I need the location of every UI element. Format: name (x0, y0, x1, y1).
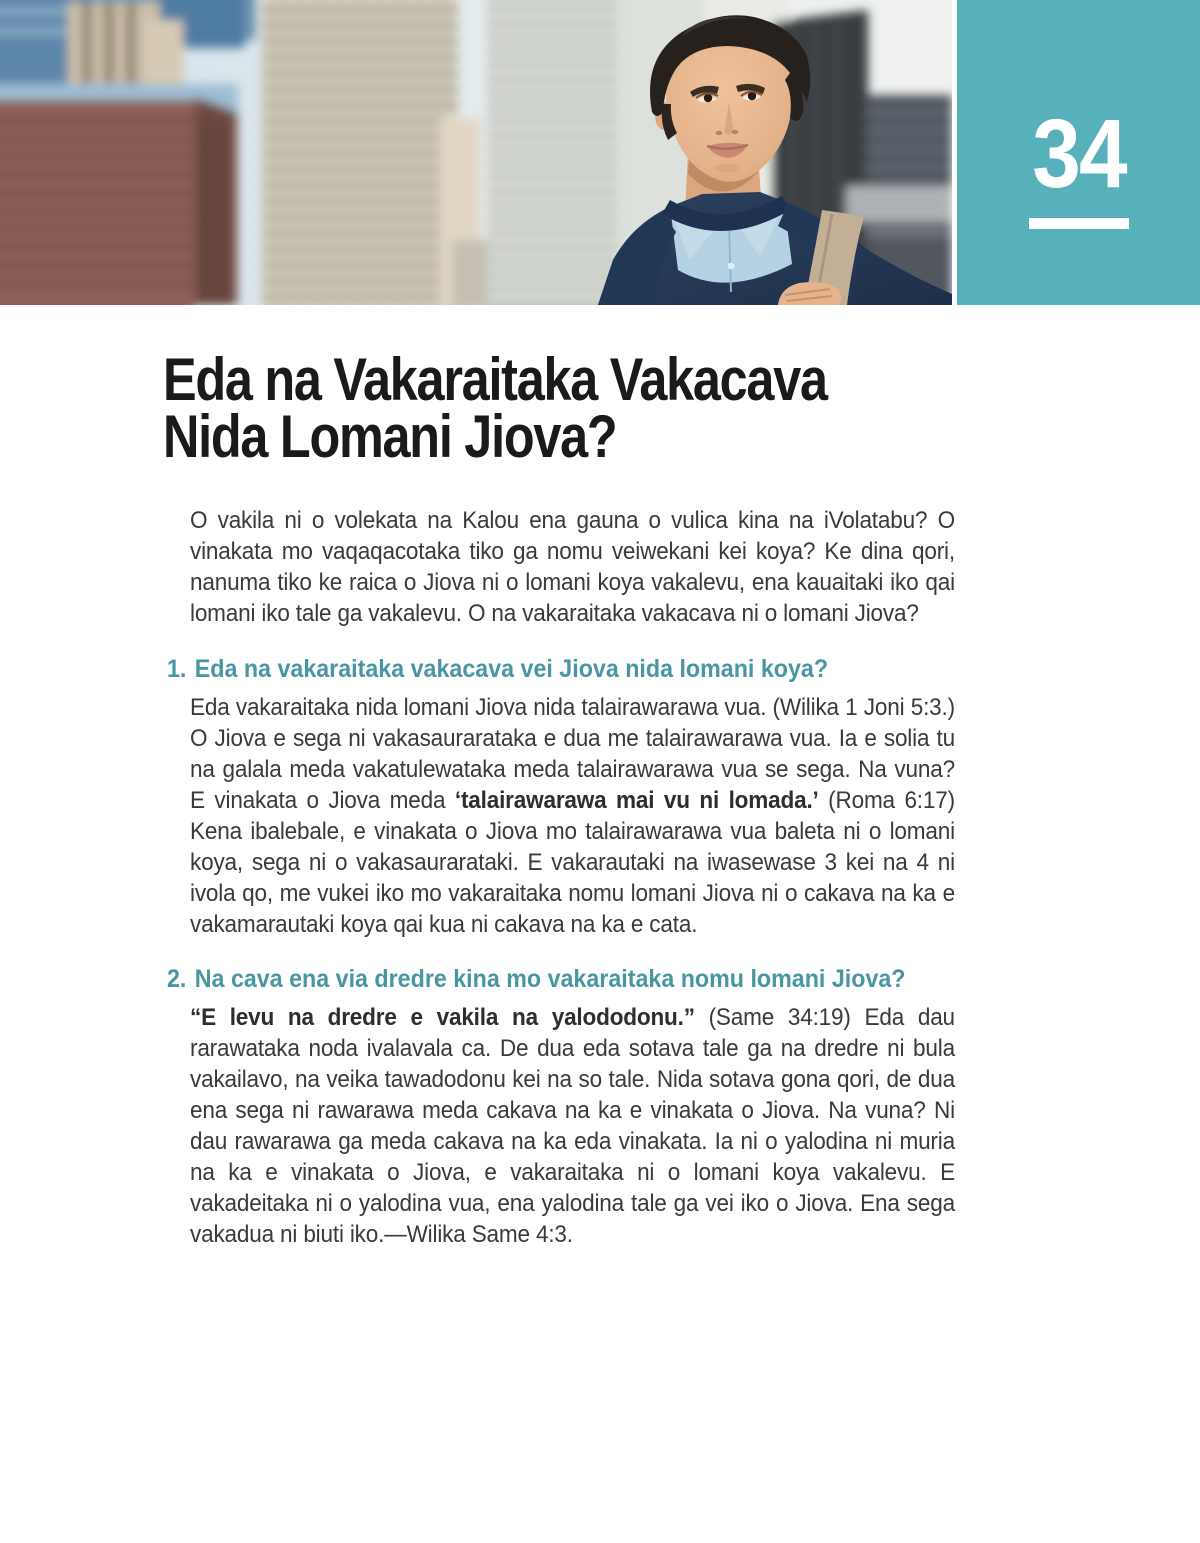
paragraph-text: (Roma 6:17) Kena ibalebale, e vinakata o Jiova mo talairawarawa vua baleta ni o lomani koya, sega ni o vakasaurarataki. E vakarautaki na iwasewase 3 kei na 4 ni ivola qo, me vukei iko mo vakaraitaka nomu lomani Jiova ni o cakava na ka e vakamarautaki koya qai kua ni cakava na ka e cata. (190, 786, 955, 938)
section-heading-text: Na cava ena via dredre kina mo vakaraitaka nomu lomani Jiova? (194, 965, 906, 993)
article (163, 305, 955, 1275)
section-paragraph (190, 1002, 955, 1250)
lesson-number-underline (1029, 218, 1129, 229)
page-title (163, 346, 955, 470)
section-2 (163, 964, 955, 1250)
section-heading-text: Eda na vakaraitaka vakacava vei Jiova nida lomani koya? (194, 654, 829, 683)
section-number: 1. (167, 654, 187, 683)
bold-quote: ‘talairawarawa mai vu ni lomada.’ (454, 786, 819, 814)
section-heading (167, 964, 906, 995)
lesson-number: 34 (1031, 98, 1126, 208)
city-skyline-man-photo (0, 0, 952, 305)
paragraph-text: (Same 34:19) Eda dau rarawataka noda ivalavala ca. De dua eda sotava tale ga na dredre ni bula vakailavo, na veika tawadodonu kei na so tale. Nida sotava gona qori, de dua ena sega ni rawarawa meda cakava na ka e vinakata o Jiova. Na vuna? Ni dau rawarawa ga meda cakava na ka eda vinakata. Ia ni o yalodina ni muria na ka e vinakata o Jiova, e vakaraitaka ni o lomani koya vakalevu. E vakadeitaka ni o yalodina vua, ena yalodina tale ga vei iko o Jiova. Ena sega vakadua ni biuti iko.—Wilika Same 4:3. (190, 1004, 955, 1248)
section-heading (167, 654, 900, 685)
header-photo (0, 0, 952, 305)
lesson-number-box (957, 0, 1200, 305)
title-line: Nida Lomani Jiova? (163, 403, 617, 470)
bold-quote: “E levu na dredre e vakila na yalododonu.” (190, 1004, 695, 1031)
paragraph-text: Eda vakaraitaka nida lomani Jiova nida talairawarawa vua. (Wilika 1 Joni 5:3.) O Jiova e sega ni vakasaurarataka e dua me talairawarawa vua. Ia e solia tu na galala meda vakatulewataka meda talairawarawa vua se sega. Na vuna? E vinakata o Jiova meda (190, 693, 955, 814)
section-paragraph (190, 692, 955, 940)
section-number: 2. (167, 965, 187, 993)
title-line: Eda na Vakaraitaka Vakacava (163, 346, 827, 413)
intro-paragraph: O vakila ni o volekata na Kalou ena gauna o vulica kina na iVolatabu? O vinakata mo vaqaqacotaka tiko ga nomu veiwekani kei koya? Ke dina qori, nanuma tiko ke raica o Jiova ni o lomani koya vakalevu, ena kauaitaki iko qai lomani iko tale ga vakalevu. O na vakaraitaka vakacava ni o lomani Jiova? (190, 507, 955, 627)
section-1 (163, 654, 955, 940)
